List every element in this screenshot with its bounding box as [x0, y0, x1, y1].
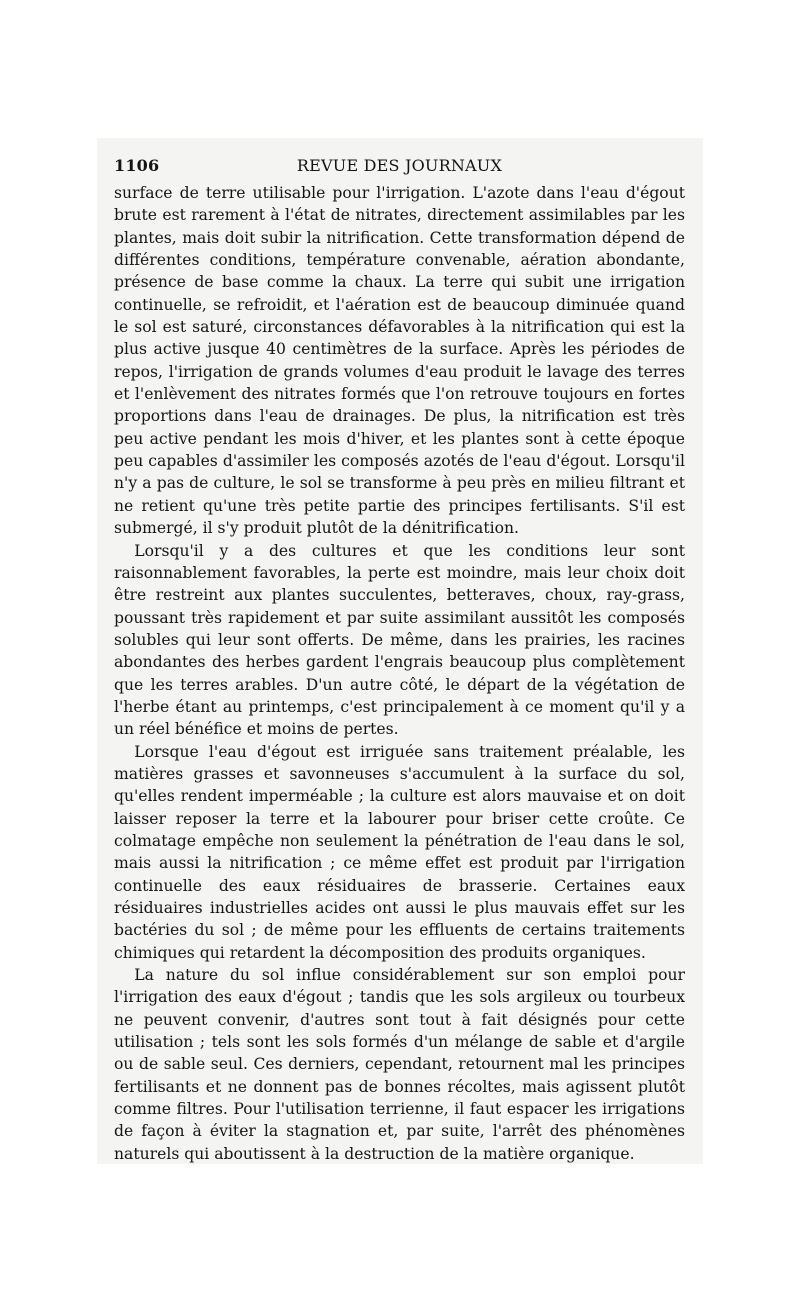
running-header	[114, 152, 685, 180]
paragraph-4: La nature du sol influe considérablement sur son emploi pour l'irrigation des eaux d'égout ; tandis que les sols argileux ou tourbeux ne peuvent convenir, d'autres sont tout à fait désignés pour cette utilisation ; tels sont les sols formés d'un mélange de sable et d'argile ou de sable seul. Ces derniers, cependant, retournent mal les principes fertilisants et ne donnent pas de bonnes récoltes, mais agissent plutôt comme filtres. Pour l'utilisation terrienne, il faut espacer les irrigations de façon à éviter la stagnation et, par suite, l'arrêt des phénomènes naturels qui aboutissent à la destruction de la matière organique.	[114, 966, 685, 1163]
article-body	[114, 182, 685, 1165]
paragraph-1: surface de terre utilisable pour l'irrigation. L'azote dans l'eau d'égout brute est rarement à l'état de nitrates, directement assimilables par les plantes, mais doit subir la nitrification. Cette transformation dépend de différentes conditions, température convenable, aération abondante, présence de base comme la chaux. La terre qui subit une irrigation continuelle, se refroidit, et l'aération est de beaucoup diminuée quand le sol est saturé, circonstances défavorables à la nitrification qui est la plus active jusque 40 centimètres de la surface. Après les périodes de repos, l'irrigation de grands volumes d'eau produit le lavage des terres et l'enlèvement des nitrates formés que l'on retrouve toujours en fortes proportions dans l'eau de drainages. De plus, la nitrification est très peu active pendant les mois d'hiver, et les plantes sont à cette époque peu capables d'assimiler les composés azotés de l'eau d'égout. Lorsqu'il n'y a pas de culture, le sol se transforme à peu près en milieu filtrant et ne retient qu'une très petite partie des principes fertilisants. S'il est submergé, il s'y produit plutôt de la dénitrification.	[114, 184, 685, 538]
page-number: 1106	[114, 156, 160, 175]
journal-title: REVUE DES JOURNAUX	[296, 156, 503, 175]
paragraph-3: Lorsque l'eau d'égout est irriguée sans traitement préalable, les matières grasses et savonneuses s'accumulent à la surface du sol, qu'elles rendent imperméable ; la culture est alors mauvaise et on doit laisser reposer la terre et la labourer pour briser cette croûte. Ce colmatage empêche non seulement la pénétration de l'eau dans le sol, mais aussi la nitrification ; ce même effet est produit par l'irrigation continuelle des eaux résiduaires de brasserie. Certaines eaux résiduaires industrielles acides ont aussi le plus mauvais effet sur les bactéries du sol ; de même pour les effluents de certains traitements chimiques qui retardent la décomposition des produits organiques.	[114, 742, 685, 962]
scanned-page	[97, 138, 703, 1164]
paragraph-2: Lorsqu'il y a des cultures et que les conditions leur sont raisonnablement favorables, la perte est moindre, mais leur choix doit être restreint aux plantes succulentes, betteraves, choux, ray-grass, poussant très rapidement et par suite assimilant aussitôt les composés solubles qui leur sont offerts. De même, dans les prairies, les racines abondantes des herbes gardent l'engrais beaucoup plus complètement que les terres arables. D'un autre côté, le départ de la végétation de l'herbe étant au printemps, c'est principalement à ce moment qu'il y a un réel bénéfice et moins de pertes.	[114, 541, 685, 739]
page-content	[114, 152, 685, 1165]
